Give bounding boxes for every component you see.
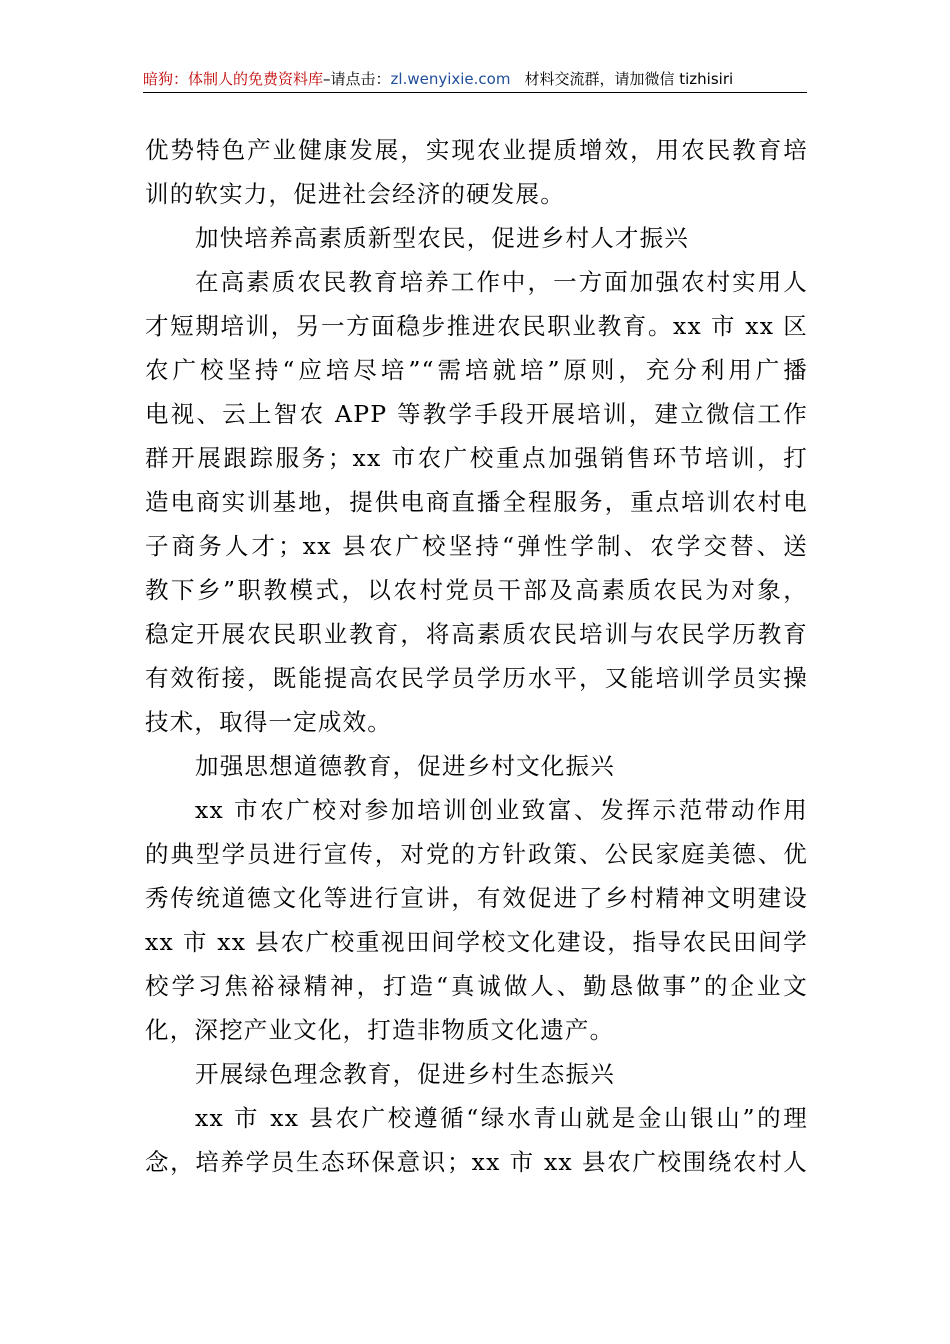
body-line: 在高素质农民教育培养工作中，一方面加强农村实用人 (195, 268, 808, 296)
page-header (143, 68, 807, 93)
body-line: 训的软实力，促进社会经济的硬发展。 (145, 180, 565, 208)
body-line: 农广校坚持“应培尽培”“需培就培”原则，充分利用广播 (145, 356, 808, 384)
section-heading: 加快培养高素质新型农民，促进乡村人才振兴 (195, 224, 689, 252)
body-line: 校学习焦裕禄精神，打造“真诚做人、勤恳做事”的企业文 (145, 972, 808, 1000)
section-heading: 加强思想道德教育，促进乡村文化振兴 (195, 752, 615, 780)
header-url-link[interactable]: zl.wenyixie.com (390, 70, 511, 88)
body-line: 念，培养学员生态环保意识；xx 市 xx 县农广校围绕农村人 (145, 1148, 808, 1176)
body-line: xx 市农广校对参加培训创业致富、发挥示范带动作用 (195, 796, 808, 824)
body-line: 才短期培训，另一方面稳步推进农民职业教育。xx 市 xx 区 (145, 312, 808, 340)
header-link-prompt: –请点击： (323, 70, 391, 88)
body-line: xx 市 xx 县农广校遵循“绿水青山就是金山银山”的理 (195, 1104, 808, 1132)
body-line: xx 市 xx 县农广校重视田间学校文化建设，指导农民田间学 (145, 928, 808, 956)
body-line: 化，深挖产业文化，打造非物质文化遗产。 (145, 1016, 615, 1044)
body-line: 稳定开展农民职业教育，将高素质农民培训与农民学历教育 (145, 620, 808, 648)
body-line: 有效衔接，既能提高农民学员学历水平，又能培训学员实操 (145, 664, 808, 692)
body-line: 群开展跟踪服务；xx 市农广校重点加强销售环节培训，打 (145, 444, 808, 472)
body-line: 的典型学员进行宣传，对党的方针政策、公民家庭美德、优 (145, 840, 808, 868)
body-line: 教下乡”职教模式，以农村党员干部及高素质农民为对象， (145, 576, 808, 604)
header-contact: 材料交流群，请加微信 tizhisiri (524, 70, 734, 88)
body-line: 电视、云上智农 APP 等教学手段开展培训，建立微信工作 (145, 400, 808, 428)
header-brand: 暗狗：体制人的免费资料库 (143, 70, 324, 88)
body-line: 秀传统道德文化等进行宣讲，有效促进了乡村精神文明建设 (145, 884, 808, 912)
document-body (145, 128, 808, 1184)
body-line: 优势特色产业健康发展，实现农业提质增效，用农民教育培 (145, 136, 808, 164)
body-line: 子商务人才；xx 县农广校坚持“弹性学制、农学交替、送 (145, 532, 808, 560)
body-line: 技术，取得一定成效。 (145, 708, 392, 736)
section-heading: 开展绿色理念教育，促进乡村生态振兴 (195, 1060, 615, 1088)
body-line: 造电商实训基地，提供电商直播全程服务，重点培训农村电 (145, 488, 808, 516)
